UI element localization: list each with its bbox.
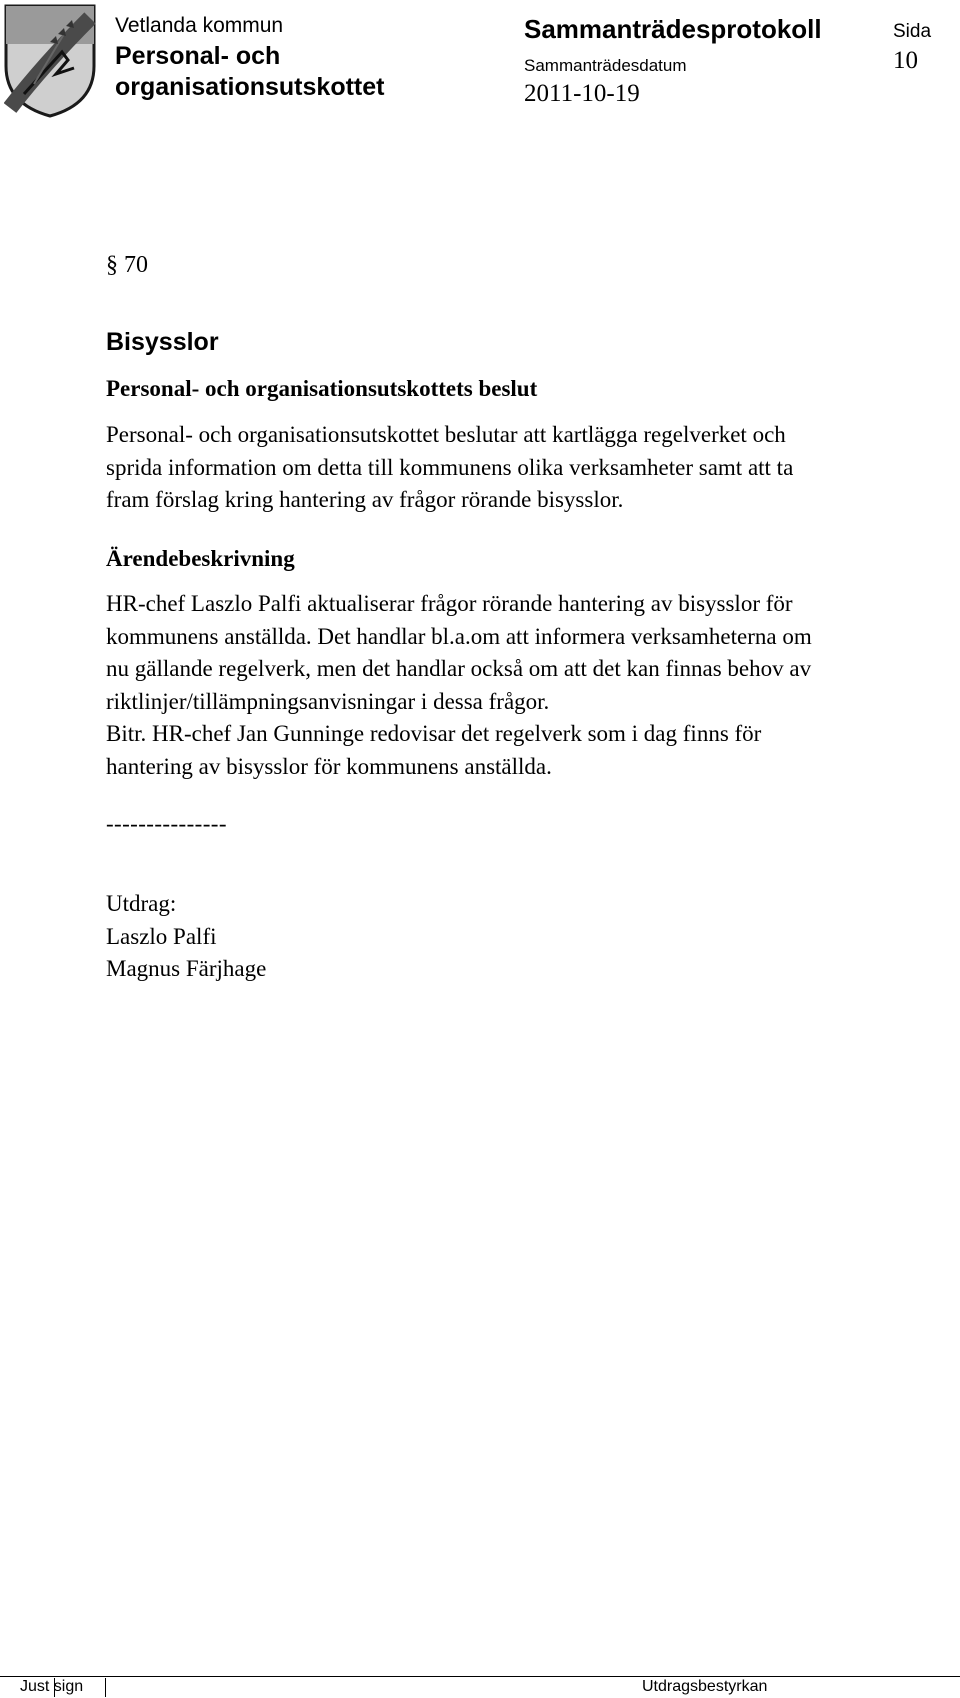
certification-label: Utdragsbestyrkan [642, 1678, 768, 1695]
text-line: nu gällande regelverk, men det handlar också om att det kan finnas behov av [106, 656, 812, 681]
extract-label: Utdrag: [106, 891, 177, 916]
section-title: Bisysslor [106, 328, 219, 356]
extract-list [106, 888, 936, 986]
page-number: 10 [893, 47, 918, 74]
description-heading: Ärendebeskrivning [106, 546, 295, 571]
text-line: HR-chef Laszlo Palfi aktualiserar frågor rörande hantering av bisysslor för [106, 591, 793, 616]
document-type: Sammanträdesprotokoll [524, 14, 822, 44]
paragraph-number: § 70 [106, 252, 148, 278]
text-line: sprida information om detta till kommunens olika verksamheter samt att ta [106, 454, 794, 480]
description-text [106, 588, 936, 783]
date-label: Sammanträdesdatum [524, 56, 687, 75]
text-line: fram förslag kring hantering av frågor rörande bisysslor. [106, 487, 624, 512]
committee-name: Personal- och organisationsutskottet [115, 42, 385, 101]
text-line: Bitr. HR-chef Jan Gunninge redovisar det regelverk som i dag finns för [106, 721, 762, 746]
text-line: Personal- och organisationsutskottet beslutar att kartlägga regelverket och [106, 422, 786, 447]
coat-of-arms-logo [4, 4, 96, 118]
page-label: Sida [893, 21, 932, 42]
text-line: hantering av bisysslor för kommunens anställda. [106, 753, 552, 779]
just-sign-label: Just sign [20, 1678, 84, 1695]
municipality-name: Vetlanda kommun [115, 14, 284, 37]
signature-box [54, 1678, 106, 1697]
meeting-date: 2011-10-19 [524, 80, 640, 107]
text-line: riktlinjer/tillämpningsanvisningar i dessa frågor. [106, 688, 550, 714]
separator-line: --------------- [106, 811, 227, 836]
extract-recipient: Magnus Färjhage [106, 956, 267, 981]
decision-text [106, 419, 936, 517]
footer-divider [0, 1676, 960, 1677]
extract-recipient: Laszlo Palfi [106, 923, 217, 949]
text-line: kommunens anställda. Det handlar bl.a.om att informera verksamheterna om [106, 623, 812, 649]
decision-heading: Personal- och organisationsutskottets beslut [106, 376, 538, 401]
